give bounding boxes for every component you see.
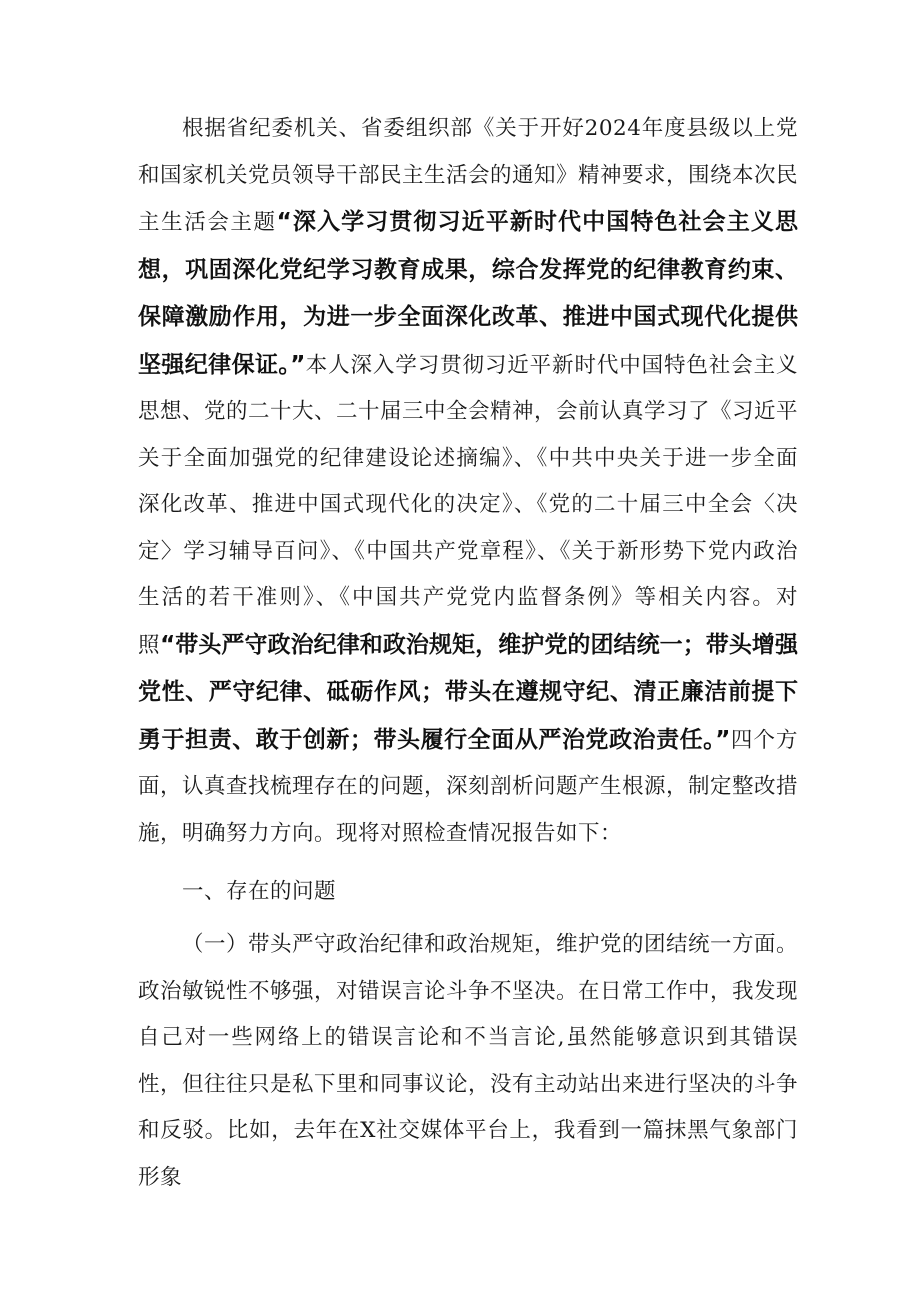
subsection-paragraph — [138, 922, 798, 1201]
intro-text-part2: 本人深入学习贯彻习近平新时代中国特色社会主义思想、党的二十大、二十届三中全会精神，会前认真学习了《习近平关于全面加强党的纪律建设论述摘编》、《中共中央关于进一步全面深化改革、推进中国式现代化的决定》、《党的二十届三中全会〈决定〉学习辅导百问》、《中国共产党章程》、《关于新形势下党内政治生活的若干准则》、《中国共产党党内监督条例》等相关内容。对照 — [138, 352, 799, 658]
intro-paragraph — [138, 106, 798, 857]
intro-text-part3: 四个方面，认真查找梳理存在的问题，深刻剖析问题产生根源，制定整改措施，明确努力方向。现将对照检查情况报告如下： — [138, 727, 799, 846]
theme-quote: “深入学习贯彻习近平新时代中国特色社会主义思想，巩固深化党纪学习教育成果，综合发挥党的纪律教育约束、保障激励作用，为进一步全面深化改革、推进中国式现代化提供坚强纪律保证。” — [138, 209, 798, 378]
section-heading: 一、存在的问题 — [182, 879, 337, 904]
intro-text-part1: 根据省纪委机关、省委组织部《关于开好2024年度县级以上党和国家机关党员领导干部民主生活会的通知》精神要求，围绕本次民主生活会主题 — [138, 116, 799, 235]
subsection-title: （一）带头严守政治纪律和政治规矩，维护党的团结统一方面。 — [182, 932, 799, 957]
subsection-body: 政治敏锐性不够强，对错误言论斗争不坚决。在日常工作中，我发现自己对一些网络上的错误言论和不当言论,虽然能够意识到其错误性，但往往只是私下里和同事议论，没有主动站出来进行坚决的斗争和反驳。比如，去年在X社交媒体平台上，我看到一篇抹黑气象部门形象 — [138, 978, 799, 1190]
aspects-quote: “带头严守政治纪律和政治规矩，维护党的团结统一；带头增强党性、严守纪律、砥砺作风；带头在遵规守纪、清正廉洁前提下勇于担责、敢于创新；带头履行全面从严治党政治责任。” — [138, 631, 798, 753]
